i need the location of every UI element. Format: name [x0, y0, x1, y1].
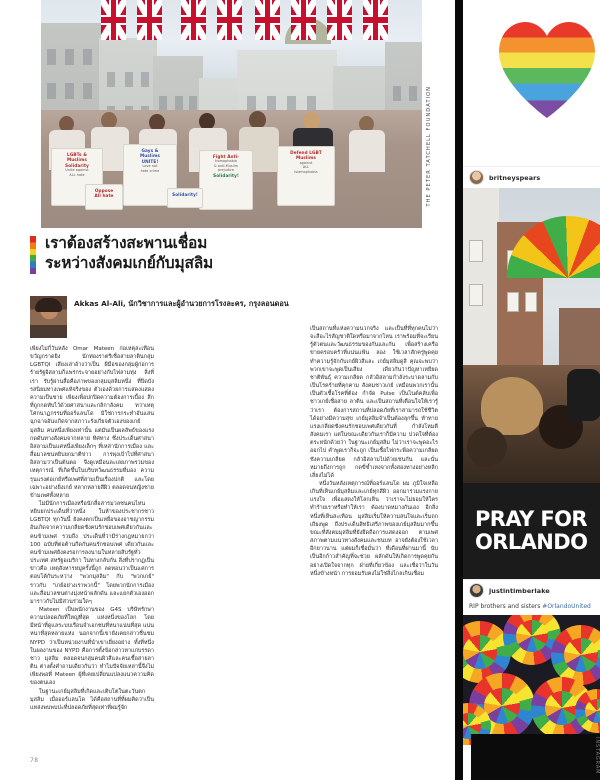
pray-for-orlando-card: [463, 483, 600, 579]
hero-protest-photo: [41, 0, 422, 228]
page-title: [45, 233, 430, 273]
post-handle[interactable]: justintimberlake: [489, 586, 550, 595]
avatar[interactable]: [469, 583, 484, 598]
post-caption: [463, 601, 600, 615]
post-image: [463, 0, 600, 166]
instagram-post: [463, 0, 600, 188]
post-handle[interactable]: britneyspears: [489, 173, 541, 182]
caption-hashtag[interactable]: #OrlandoUnited: [542, 603, 591, 610]
protest-sign: Defend LGBT Muslims against ALL Islamophobia: [277, 146, 335, 206]
post-header[interactable]: [463, 166, 600, 188]
protest-sign: Oppose All hate: [85, 184, 123, 210]
crowd: [41, 110, 422, 228]
rail-credit: INSTAGRAM: [594, 736, 600, 774]
rainbow-heart-icon: [499, 22, 595, 118]
crowd: [463, 365, 600, 483]
protest-sign: Solidarity!: [167, 188, 203, 208]
instagram-post: [463, 579, 600, 745]
byline-text: Akkas Al-Ali, นักวิชาการและผู้อำนวยการโรงละคร, กรุงลอนดอน: [74, 299, 289, 308]
protest-sign: Gays & Muslims UNITE! Love not hate crime: [123, 144, 177, 206]
paragraph: ไม่มีนักการเมืองหรือนักสื่อสารมวลชนคนไหนหยิบยกประเด็นที่ว่าหนึ่ง ในห้าของประชากรชาว LGBTQI ทุกวันนี้ ยังคงตกเป็นเหยื่อของอาชญากรรม อันเกิดจากความเกลียดชังคนรักชอบเพศเดียวกันและคนข้ามเพศ รวมถึง ประเด็นที่ว่ามีร่างกฎหมายกว่า 100 ฉบับที่ต่อต้านกีดกันคนรักชอบเพศ เดียวกันและคนข้ามเพศยังคงรอการลงนามในหลายสิบรัฐทั่วประเทศ สหรัฐอเมริกา ในทางกลับกัน สิ่งที่ปรากฏเป็นข่าวคือ เหตุสังหารหมู่ครั้งนี้ถูก ลดทอนว่าเป็นแค่การตอบโต้กันระหว่าง "พวกมุสลิม" กับ "พวกเกย์" ราวกับ "เกย์อย่างเราพวกนี้" โดยพวกนักการเมืองและสื่อมวลชนต่างมุ่งหน้าผลักดัน และแยกตัวเองออกมาราวกับไม่มีส่วนร่วมใดๆ: [30, 500, 154, 605]
rail-footer-fill: [471, 734, 600, 780]
photo-credit: THE PETER TATCHELL FOUNDATION: [426, 86, 432, 207]
page-number: 78: [30, 757, 39, 764]
body-column-3: [310, 325, 438, 578]
instagram-rail: [455, 0, 600, 780]
protest-sign: Fight Anti- Homophobia & anti-Muslim prejudice Solidarity!: [199, 150, 253, 210]
instagram-feed: [463, 0, 600, 780]
post-header[interactable]: [463, 579, 600, 601]
avatar[interactable]: [469, 170, 484, 185]
rainbow-bar-icon: [30, 236, 36, 274]
paragraph: เพียงไม่กี่วันหลัง Omar Mateen ก่อเหตุสะเทือนขวัญกราดยิง นักท่องราตรีเชื่อสายลาตินกลุ่ม LGBTQI เสียงเล่าอ้างว่าเป็น ผีมือของกลุ่มผู้ก่อการร้ายรัฐอิสลามก็แพร่กระจายอย่างกับไฟลามทุ่ง สิ่งที่เรา รับรู้ผ่านสื่อคือภาพของกลุ่มมุสลิมหนึ่ง ที่ปิดบังรสนิยมทางเพศแท้จริงของ ตัวเองด้วยการแสดงแสดงความเป็นชาย เพียงเพื่อปกปิดความต้องการเบื้อง ลึกที่ถูกกดทับไว้ด้วยศาสนาและกลิกาลังคม ทว่าเหตุโศกนาฏกรรมที่ออร์แลนโด มิใช่การกระทำอันแสนฉุกฉาจอันแกิดจากสภาวะรังเกียจตัวเองของเกย์มุสลิม คนหนึ่งเพียงเท่านั้น แต่มันเป็นผลลัพธ์ของแรงกดดันทางสังคมจากหลาย ทิศทาง ซึ่งประเด็นศาสนาอิสลามเป็นแค่หนึ่งเพียงเล็กๆ ที่เหล่านักการเมือง และสื่อมวลชนหยิบยกมาตีข่าว การพุ่งเป้าไปที่ศาสนาอิสลามว่าเป็นต้นตอ จึงดูเหมือนละเลยภาพรวมของเหตุการณ์ ที่เกิดขึ้นในบริบทวัฒนธรรมที่มอง ความรุนแรงต่อเกย์หรือเพศที่สามเป็นเรื่องปกติ และโดยเฉพาะอย่างยิ่งเกย์ หลากหลายสีผิว ตลอดจนหญิงชายข้ามเพศทั้งหลาย: [30, 346, 154, 499]
pray-line-1: PRAY FOR: [475, 507, 587, 531]
post-image: [463, 615, 600, 745]
headline-line-1: เราต้องสร้างสะพานเชื่อม: [45, 234, 208, 252]
paragraph: Mateen เป็นพนักงานของ G4S บริษัทรักษาความปลอดภัยที่ใหญ่ที่สุด แห่งหนึ่งของโลก โดยมีหน้าที่ดูแลระบบเรือนจำเอกชนที่หนาแน่นที่สุด แน่นหนาที่สุดหลายแห่ง นอกจากนี้เขายังเคยกล่าวชื่นชม NYPD ว่าเป็นหน่วยงานที่นำเขาเยี่ยงอย่าง ทั้งที่หนึ่งในผลงานของ NYPD คือการตั้งข้อกล่าวหาแก่บรรดาชาว มุสลิม ตลอดจนกลุ่มคนผิวสีและคนเชื้อสายลาติน ต่างตั้งคำถามเดียวกันว่า ทำไมปัจจัยเหล่านี้จึงไม่เพียงพอที่ Mateen ผู้ที่เคยเปลี่ยนแปลงแนวความคิดของตนเอง: [30, 607, 154, 687]
paragraph: เป็นสถานที่แห่งความนวกจริง และเป็นที่ที่ทุกคนไม่ว่าจะสีอะไรสัญชาติใดหรือมาจากไหน เราพร้อมที่จะเรียนรู้ตัวตนและวัฒนธรรมของกันและกัน เพื่อสร้างเครือข่ายครอบครัวที่แน่นแฟ้น ลอง ใช้เวลาสักครู่พูดคุยทำความรู้จักกับเกย์ผิวสีและ เกย์มุสลิมดูสิ คุณจะพบว่าพวกเขาจะพูดเป็นเสียง เดียวกันว่าปัญหาเหยียดชาติพันธุ์ ความเกลียด กลัวอิสลามกำลังระบาดลามกับเป็นโรคร้ายที่คุกคาม สังคมชาวเกย์ เหมือนพวกเรานั้นเป็นตัวเชื้อโรคที่ต้อง กำจัด Pulse เป็นไนต์คลับเพื่อชาวเกย์เชื่อสาย ลาติน และเป็นสถานที่เตือนใจให้เรารู้ว่าเรา ต้องการสถานที่ปลอดภัยที่เราสามารถใช้ชีวิต ได้อย่างมีความสุข เกย์มุสลิมจำเป็นต้องลุกขึ้น ท้าทายแรงเกลียดชังคนรักชอบเพศเดียวกันที่ กำลังโหมตีสังคมเรา แต่ในขณะเดียวกันเราก็มีความ ปวดใจที่ต้องตระหนักด้วยว่า ในฐานะเกย์มุสลิม ไม่ว่าเราจะพูดอะไรออกไป คำพูดเราก็จะถูก เป็นเชื้อไฟกระพือความเกลียดชังความเกลียด กลัวอิสลามไปด้วยเช่นกัน และนั่นหมายถึงการถูก กดขี่ซ้ำเหงจากทั้งสองทางอย่างหลีกเลี่ยงไม่ได้: [310, 326, 438, 479]
headline-block: [30, 233, 430, 273]
pray-line-2: ORLANDO: [475, 530, 588, 554]
umbrella-photo: [463, 188, 600, 483]
article-body: [30, 325, 438, 740]
paragraph: ในฐานะเกย์มุสลิมที่เกิดและเติบโตในตะวันตกมุสลิม เมื่อออร์แลนโด ได้คือสถานที่ที่ผมคิดว่าเป็นแหล่งพบพบปะที่ปลอดภัยที่สุดเท่าที่ผมรู้จัก: [30, 688, 154, 711]
paragraph: หนึ่งวันหลังเหตุการณ์ที่ออร์แลนโด ผม ภูมิใจเหลือเกินที่เห็นเกย์มุสลิมและเกย์ทุกสีผิว ออกมาร่วมแรงกายแรงใจ เพื่อแสดงให้โลกเห็น ว่าเราจะไม่ยอมให้ใครทำร้ายเราหรือทำให้เรา ต้องบาดหมางกันเอง อีกสิ่งหนึ่งที่เห็นสะเทือน มุสลิมเริ่มให้ความสนใจและเริ่มถกเถียงพูด ถึงประเด็นสิทธิเสรีภาพของเกย์มุสลิมมากขึ้น ขณะที่สังคมมุสลิมที่ยังยึดถือการแสดงออก ตามเพศสภาพตามแนวทางสังคมและชนบท อาจยังต้องใช้เวลาอีกยาวนาน แต่ผมก็เชื่อมั่นว่า ที่เดือนที่ผ่านมานี้ นับเป็นอีกก้าวสำคัญที่จะช่วย ผลักดันให้เกิดการพูดคุยกันอย่างเปิดใจจากทุก ฝ่ายที่เกี่ยวข้อง และเชื่อว่าในวันหนึ่งข้างหน้า การยอมรับคงไม่ใช่สิ่งไกลเกินเชื่อม: [310, 480, 438, 577]
headline-line-2: ระหว่างสังคมเกย์กับมุสลิม: [45, 254, 214, 272]
caption-text: RIP brothers and sisters: [469, 603, 543, 610]
rail-gutter: [455, 0, 463, 780]
body-column-1: [30, 325, 154, 712]
protest-sign: LGBTs & Muslims Solidarity Unite against ALL hate: [51, 148, 103, 206]
